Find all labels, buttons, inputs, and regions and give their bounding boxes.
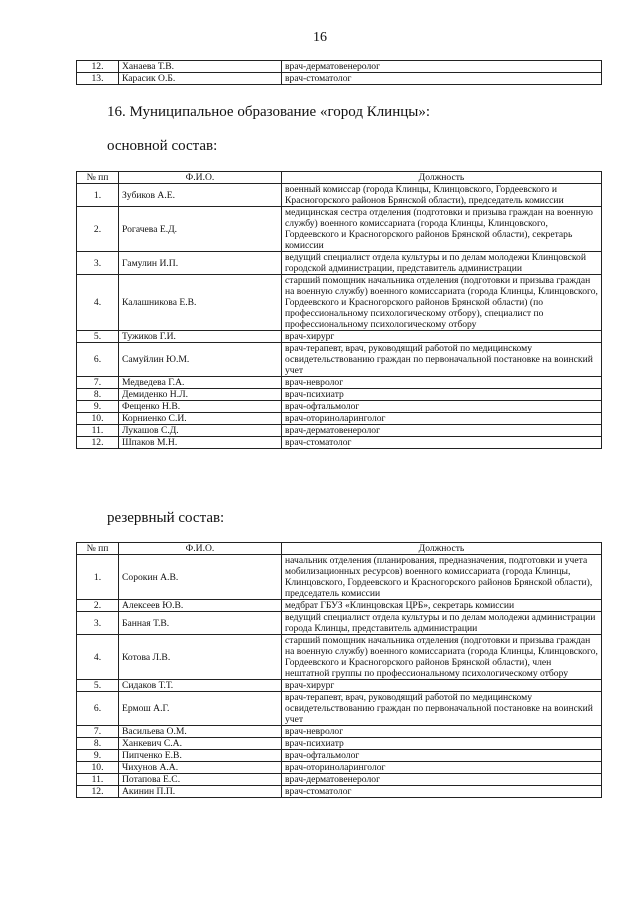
row-name: Васильева О.М. <box>119 726 282 738</box>
row-position: врач-терапевт, врач, руководящий работой по медицинскому освидетельствованию граждан по первоначальной постановке на воинский учет <box>282 692 602 726</box>
table-row <box>77 377 602 389</box>
row-number: 12. <box>77 786 119 798</box>
table-row <box>77 726 602 738</box>
row-name: Сидаков Т.Т. <box>119 680 282 692</box>
row-name: Ханкевич С.А. <box>119 738 282 750</box>
table-row <box>77 207 602 252</box>
row-name: Зубиков А.Е. <box>119 184 282 207</box>
header-num: № пп <box>77 543 119 555</box>
continued-table <box>76 60 602 85</box>
row-number: 12. <box>77 437 119 449</box>
table-row <box>77 61 602 73</box>
row-name: Ермош А.Г. <box>119 692 282 726</box>
header-position: Должность <box>282 172 602 184</box>
row-name: Акинин П.П. <box>119 786 282 798</box>
row-number: 7. <box>77 726 119 738</box>
row-name: Лукашов С.Д. <box>119 425 282 437</box>
header-name: Ф.И.О. <box>119 543 282 555</box>
row-number: 2. <box>77 600 119 612</box>
table-row <box>77 252 602 275</box>
section-title: 16. Муниципальное образование «город Клинцы»: <box>107 104 431 120</box>
main-rows <box>77 184 602 449</box>
row-position: врач-психиатр <box>282 389 602 401</box>
row-position: врач-хирург <box>282 331 602 343</box>
table-row <box>77 635 602 680</box>
table-row <box>77 680 602 692</box>
row-name: Фещенко Н.В. <box>119 401 282 413</box>
row-number: 11. <box>77 425 119 437</box>
row-number: 7. <box>77 377 119 389</box>
reserve-rows <box>77 555 602 798</box>
row-name: Рогачева Е.Д. <box>119 207 282 252</box>
row-name: Чихунов А.А. <box>119 762 282 774</box>
row-position: врач-невролог <box>282 726 602 738</box>
row-position: начальник отделения (планирования, предназначения, подготовки и учета мобилизационных ресурсов) военного комиссариата (города Клинцы, Клинцовского, Гордеевского и Красногорского районов Брянской области), председатель комиссии <box>282 555 602 600</box>
table-row <box>77 786 602 798</box>
row-number: 1. <box>77 555 119 600</box>
table-row <box>77 738 602 750</box>
row-position: врач-оториноларинголог <box>282 762 602 774</box>
main-composition-title: основной состав: <box>107 138 218 154</box>
row-name: Карасик О.Б. <box>119 73 282 85</box>
continued-rows <box>77 61 602 85</box>
row-position: врач-стоматолог <box>282 437 602 449</box>
table-row <box>77 437 602 449</box>
header-position: Должность <box>282 543 602 555</box>
row-number: 9. <box>77 401 119 413</box>
row-position: врач-терапевт, врач, руководящий работой по медицинскому освидетельствованию граждан по первоначальной постановке на воинский учет <box>282 343 602 377</box>
row-number: 6. <box>77 692 119 726</box>
row-number: 8. <box>77 389 119 401</box>
row-name: Демиденко Н.Л. <box>119 389 282 401</box>
reserve-composition-table <box>76 542 602 798</box>
row-position: врач-оториноларинголог <box>282 413 602 425</box>
row-position: врач-психиатр <box>282 738 602 750</box>
row-position: старший помощник начальника отделения (подготовки и призыва граждан на военную службу) военного комиссариата (города Клинцы, Клинцовского, Гордеевского и Красногорского районов Брянской области), член нештатной группы по профессиональному психологическому отбору <box>282 635 602 680</box>
row-position: врач-невролог <box>282 377 602 389</box>
row-number: 9. <box>77 750 119 762</box>
row-name: Пипченко Е.В. <box>119 750 282 762</box>
row-position: медбрат ГБУЗ «Клинцовская ЦРБ», секретарь комиссии <box>282 600 602 612</box>
row-number: 2. <box>77 207 119 252</box>
table-row <box>77 750 602 762</box>
row-name: Гамулин И.П. <box>119 252 282 275</box>
row-position: врач-дерматовенеролог <box>282 425 602 437</box>
table-row <box>77 425 602 437</box>
row-name: Сорокин А.В. <box>119 555 282 600</box>
row-number: 10. <box>77 413 119 425</box>
header-name: Ф.И.О. <box>119 172 282 184</box>
row-name: Котова Л.В. <box>119 635 282 680</box>
row-position: старший помощник начальника отделения (подготовки и призыва граждан на военную службу) военного комиссариата (города Клинцы, Клинцовского, Гордеевского и Красногорского районов Брянской области) (по профессиональному психологическому отбору), специалист по профессиональному психологическому отбору <box>282 275 602 331</box>
row-number: 13. <box>77 73 119 85</box>
table-row <box>77 275 602 331</box>
row-name: Ханаева Т.В. <box>119 61 282 73</box>
main-composition-table <box>76 171 602 449</box>
row-number: 1. <box>77 184 119 207</box>
row-position: ведущий специалист отдела культуры и по делам молодежи Клинцовской городской администрации, представитель администрации <box>282 252 602 275</box>
table-row <box>77 184 602 207</box>
page-number: 16 <box>313 30 327 45</box>
row-position: врач-стоматолог <box>282 786 602 798</box>
row-name: Шпаков М.Н. <box>119 437 282 449</box>
table-row <box>77 413 602 425</box>
row-name: Калашникова Е.В. <box>119 275 282 331</box>
row-number: 4. <box>77 635 119 680</box>
row-name: Медведева Г.А. <box>119 377 282 389</box>
row-position: врач-дерматовенеролог <box>282 61 602 73</box>
row-number: 3. <box>77 252 119 275</box>
table-header-row <box>77 543 602 555</box>
header-num: № пп <box>77 172 119 184</box>
row-number: 5. <box>77 680 119 692</box>
row-position: врач-офтальмолог <box>282 401 602 413</box>
row-position: врач-хирург <box>282 680 602 692</box>
table-row <box>77 555 602 600</box>
table-row <box>77 692 602 726</box>
table-row <box>77 612 602 635</box>
row-number: 4. <box>77 275 119 331</box>
table-row <box>77 401 602 413</box>
table-header-row <box>77 172 602 184</box>
reserve-composition-title: резервный состав: <box>107 510 225 526</box>
row-name: Алексеев Ю.В. <box>119 600 282 612</box>
row-position: медицинская сестра отделения (подготовки и призыва граждан на военную службу) военного комиссариата (города Клинцы, Клинцовского, Гордеевского и Красногорского районов Брянской области), секретарь комиссии <box>282 207 602 252</box>
row-name: Самуйлин Ю.М. <box>119 343 282 377</box>
row-number: 8. <box>77 738 119 750</box>
row-number: 3. <box>77 612 119 635</box>
table-row <box>77 343 602 377</box>
row-name: Тужиков Г.И. <box>119 331 282 343</box>
row-position: врач-дерматовенеролог <box>282 774 602 786</box>
row-number: 12. <box>77 61 119 73</box>
row-position: военный комиссар (города Клинцы, Клинцовского, Гордеевского и Красногорского районов Брянской области), председатель комиссии <box>282 184 602 207</box>
table-row <box>77 73 602 85</box>
row-name: Корниенко С.И. <box>119 413 282 425</box>
table-row <box>77 774 602 786</box>
table-row <box>77 762 602 774</box>
row-name: Банная Т.В. <box>119 612 282 635</box>
table-row <box>77 331 602 343</box>
row-number: 5. <box>77 331 119 343</box>
row-number: 10. <box>77 762 119 774</box>
table-row <box>77 600 602 612</box>
row-number: 6. <box>77 343 119 377</box>
row-number: 11. <box>77 774 119 786</box>
row-position: врач-стоматолог <box>282 73 602 85</box>
row-position: врач-офтальмолог <box>282 750 602 762</box>
row-position: ведущий специалист отдела культуры и по делам молодежи администрации города Клинцы, представитель администрации <box>282 612 602 635</box>
row-name: Потапова Е.С. <box>119 774 282 786</box>
table-row <box>77 389 602 401</box>
